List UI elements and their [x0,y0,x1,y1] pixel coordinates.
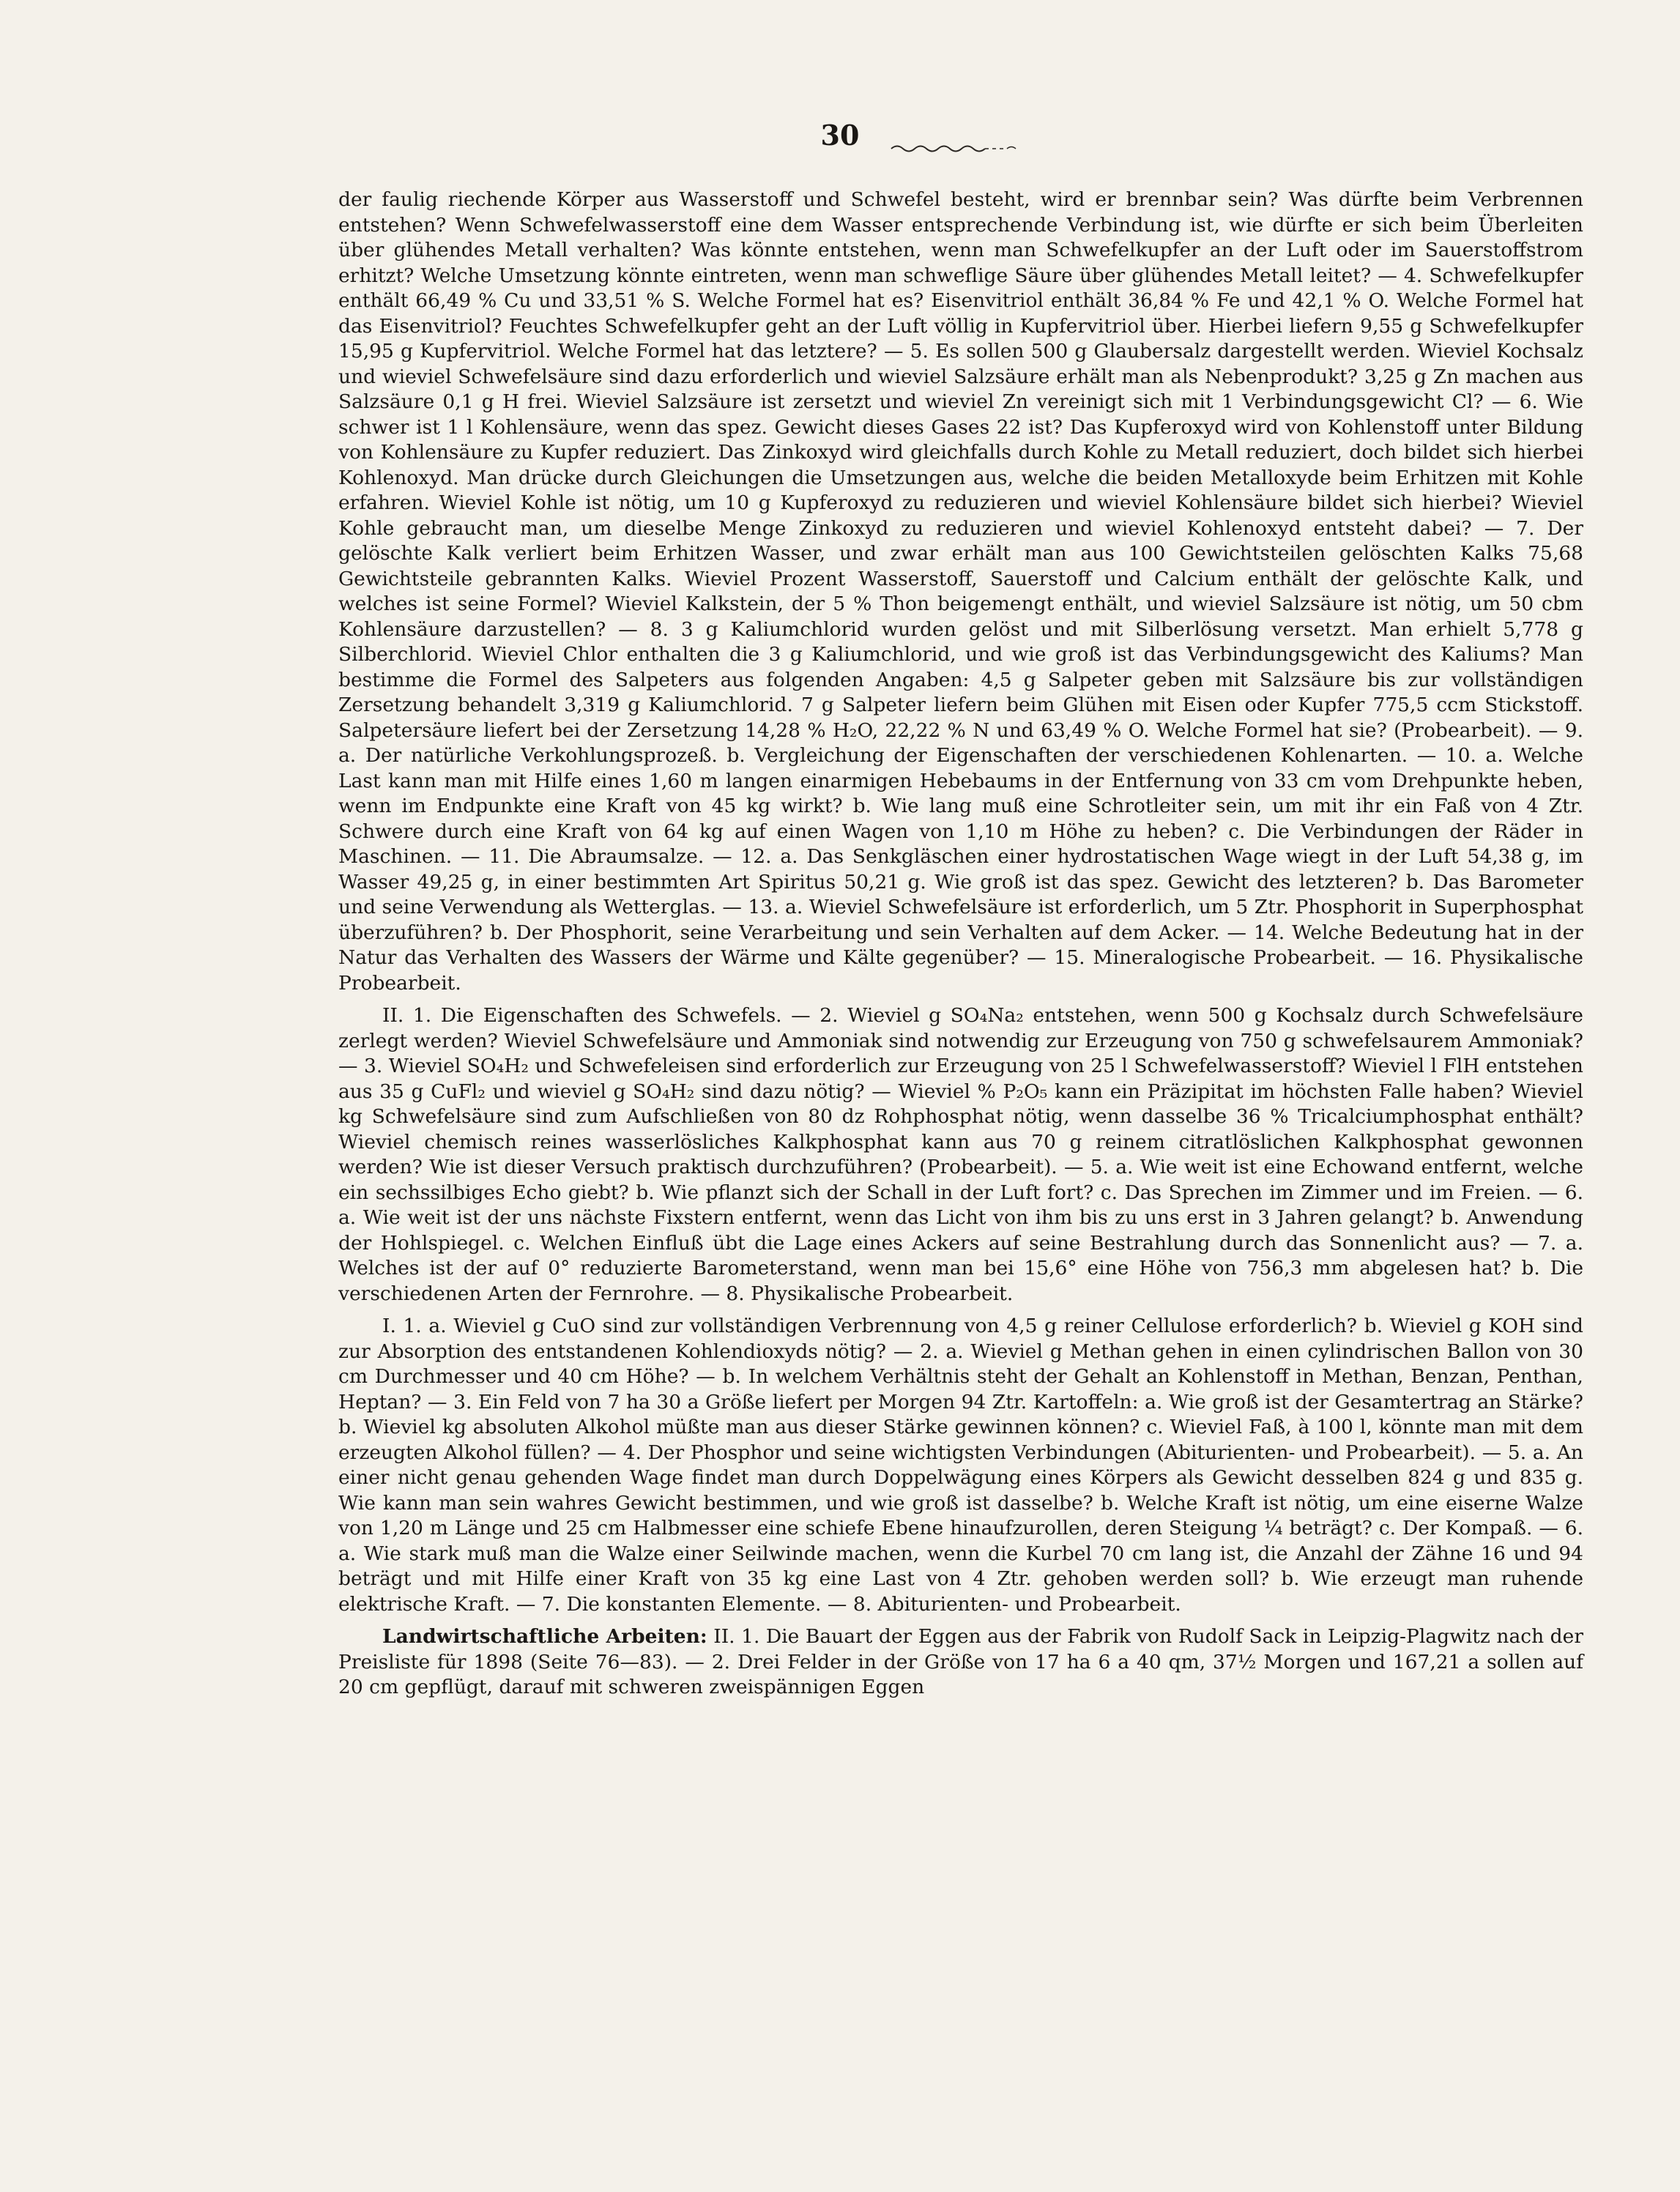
paragraph-section-ii [338,1003,1583,1307]
body-text [338,187,1583,1708]
paragraph-continued [338,187,1583,996]
paragraph-agricultural-work [338,1624,1583,1701]
decorative-rule [890,138,1036,160]
paragraph-text: II. 1. Die Eigenschaften des Schwefels. — 2. Wieviel g SO₄Na₂ entstehen, wenn 500 g Kochsalz durch Schwefelsäure zerlegt werden? Wieviel Schwefelsäure und Ammoniak sind notwendig zur Erzeugung von 750 g schwefelsaurem Ammoniak? — 3. Wieviel SO₄H₂ und Schwefeleisen sind erforderlich zur Erzeugung von 25 l Schwefelwasserstoff? Wieviel l FlH entstehen aus 35 g CuFl₂ und wieviel g SO₄H₂ sind dazu nötig? — Wieviel % P₂O₅ kann ein Präzipitat im höchsten Falle haben? Wieviel kg Schwefelsäure sind zum Aufschließen von 80 dz Rohphosphat nötig, wenn dasselbe 36 % Tricalciumphosphat enthält? Wieviel chemisch reines wasserlösliches Kalkphosphat kann aus 70 g reinem citratlöslichen Kalkphosphat gewonnen werden? Wie ist dieser Versuch praktisch durchzuführen? (Probearbeit). — 5. a. Wie weit ist eine Echowand entfernt, welche ein sechssilbiges Echo giebt? b. Wie pflanzt sich der Schall in der Luft fort? c. Das Sprechen im Zimmer und im Freien. — 6. a. Wie weit ist der uns nächste Fixstern entfernt, wenn das Licht von ihm bis zu uns erst in 3 Jahren gelangt? b. Anwendung der Hohlspiegel. c. Welchen Einfluß übt die Lage eines Ackers auf seine Bestrahlung durch das Sonnenlicht aus? — 7. a. Welches ist der auf 0° reduzierte Barometerstand, wenn man bei 15,6° eine Höhe von 756,3 mm abgelesen hat? b. Die verschiedenen Arten der Fernrohre. — 8. Physikalische Probearbeit. [338,1004,1583,1305]
section-heading: Landwirtschaftliche Arbeiten: [382,1625,707,1648]
paragraph-text: I. 1. a. Wieviel g CuO sind zur vollständigen Verbrennung von 4,5 g reiner Cellulose erforderlich? b. Wieviel g KOH sind zur Absorption des entstandenen Kohlendioxyds nötig? — 2. a. Wieviel g Methan gehen in einen cylindrischen Ballon von 30 cm Durchmesser und 40 cm Höhe? — b. In welchem Verhältnis steht der Gehalt an Kohlenstoff in Methan, Benzan, Penthan, Heptan? — 3. Ein Feld von 7 ha 30 a Größe liefert per Morgen 94 Ztr. Kartoffeln: a. Wie groß ist der Gesamtertrag an Stärke? b. Wieviel kg absoluten Alkohol müßte man aus dieser Stärke gewinnen können? c. Wieviel Faß, à 100 l, könnte man mit dem erzeugten Alkohol füllen? — 4. Der Phosphor und seine wichtigsten Verbindungen (Abiturienten- und Probearbeit). — 5. a. An einer nicht genau gehenden Wage findet man durch Doppelwägung eines Körpers als Gewicht desselben 824 g und 835 g. Wie kann man sein wahres Gewicht bestimmen, und wie groß ist dasselbe? b. Welche Kraft ist nötig, um eine eiserne Walze von 1,20 m Länge und 25 cm Halbmesser eine schiefe Ebene hinaufzurollen, deren Steigung ¼ beträgt? c. Der Kompaß. — 6. a. Wie stark muß man die Walze einer Seilwinde machen, wenn die Kurbel 70 cm lang ist, die Anzahl der Zähne 16 und 94 beträgt und mit Hilfe einer Kraft von 35 kg eine Last von 4 Ztr. gehoben werden soll? b. Wie erzeugt man ruhende elektrische Kraft. — 7. Die konstanten Elemente. — 8. Abiturienten- und Probearbeit. [338,1315,1583,1616]
page-number: 30 [820,119,860,152]
paragraph-text: der faulig riechende Körper aus Wasserstoff und Schwefel besteht, wird er brennbar sein? Was dürfte beim Verbrennen entstehen? Wenn Schwefelwasserstoff eine dem Wasser entsprechende Verbindung ist, wie dürfte er sich beim Überleiten über glühendes Metall verhalten? Was könnte entstehen, wenn man Schwefelkupfer an der Luft oder im Sauerstoffstrom erhitzt? Welche Umsetzung könnte eintreten, wenn man schweflige Säure über glühendes Metall leitet? — 4. Schwefelkupfer enthält 66,49 % Cu und 33,51 % S. Welche Formel hat es? Eisenvitriol enthält 36,84 % Fe und 42,1 % O. Welche Formel hat das Eisenvitriol? Feuchtes Schwefelkupfer geht an der Luft völlig in Kupfervitriol über. Hierbei liefern 9,55 g Schwefelkupfer 15,95 g Kupfervitriol. Welche Formel hat das letztere? — 5. Es sollen 500 g Glaubersalz dargestellt werden. Wieviel Kochsalz und wieviel Schwefelsäure sind dazu erforderlich und wieviel Salzsäure erhält man als Nebenprodukt? 3,25 g Zn machen aus Salzsäure 0,1 g H frei. Wieviel Salzsäure ist zersetzt und wieviel Zn vereinigt sich mit 1 Verbindungsgewicht Cl? — 6. Wie schwer ist 1 l Kohlensäure, wenn das spez. Gewicht dieses Gases 22 ist? Das Kupferoxyd wird von Kohlenstoff unter Bildung von Kohlensäure zu Kupfer reduziert. Das Zinkoxyd wird gleichfalls durch Kohle zu Metall reduziert, doch bildet sich hierbei Kohlenoxyd. Man drücke durch Gleichungen die Umsetzungen aus, welche die beiden Metalloxyde beim Erhitzen mit Kohle erfahren. Wieviel Kohle ist nötig, um 10 g Kupferoxyd zu reduzieren und wieviel Kohlensäure bildet sich hierbei? Wieviel Kohle gebraucht man, um dieselbe Menge Zinkoxyd zu reduzieren und wieviel Kohlenoxyd entsteht dabei? — 7. Der gelöschte Kalk verliert beim Erhitzen Wasser, und zwar erhält man aus 100 Gewichtsteilen gelöschten Kalks 75,68 Gewichtsteile gebrannten Kalks. Wieviel Prozent Wasserstoff, Sauerstoff und Calcium enthält der gelöschte Kalk, und welches ist seine Formel? Wieviel Kalkstein, der 5 % Thon beigemengt enthält, und wieviel Salzsäure ist nötig, um 50 cbm Kohlensäure darzustellen? — 8. 3 g Kaliumchlorid wurden gelöst und mit Silberlösung versetzt. Man erhielt 5,778 g Silberchlorid. Wieviel Chlor enthalten die 3 g Kaliumchlorid, und wie groß ist das Verbindungsgewicht des Kaliums? Man bestimme die Formel des Salpeters aus folgenden Angaben: 4,5 g Salpeter geben mit Salzsäure bis zur vollständigen Zersetzung behandelt 3,319 g Kaliumchlorid. 7 g Salpeter liefern beim Glühen mit Eisen oder Kupfer 775,5 ccm Stickstoff. Salpetersäure liefert bei der Zersetzung 14,28 % H₂O, 22,22 % N und 63,49 % O. Welche Formel hat sie? (Probearbeit). — 9. a. Der natürliche Verkohlungsprozeß. b. Vergleichung der Eigenschaften der verschiedenen Kohlenarten. — 10. a. Welche Last kann man mit Hilfe eines 1,60 m langen einarmigen Hebebaums in der Entfernung von 33 cm vom Drehpunkte heben, wenn im Endpunkte eine Kraft von 45 kg wirkt? b. Wie lang muß eine Schrotleiter sein, um mit ihr ein Faß von 4 Ztr. Schwere durch eine Kraft von 64 kg auf einen Wagen von 1,10 m Höhe zu heben? c. Die Verbindungen der Räder in Maschinen. — 11. Die Abraumsalze. — 12. a. Das Senkgläschen einer hydrostatischen Wage wiegt in der Luft 54,38 g, im Wasser 49,25 g, in einer bestimmten Art Spiritus 50,21 g. Wie groß ist das spez. Gewicht des letzteren? b. Das Barometer und seine Verwendung als Wetterglas. — 13. a. Wieviel Schwefelsäure ist erforderlich, um 5 Ztr. Phosphorit in Superphosphat überzuführen? b. Der Phosphorit, seine Verarbeitung und sein Verhalten auf dem Acker. — 14. Welche Bedeutung hat in der Natur das Verhalten des Wassers der Wärme und Kälte gegenüber? — 15. Mineralogische Probearbeit. — 16. Physikalische Probearbeit. [338,188,1583,995]
paragraph-text: II. 1. Die Bauart der Eggen aus der Fabrik von Rudolf Sack in Leipzig-Plagwitz nach der Preisliste für 1898 (Seite 76—83). — 2. Drei Felder in der Größe von 17 ha 6 a 40 qm, 37½ Morgen und 167,21 a sollen auf 20 cm gepflügt, darauf mit schweren zweispännigen Eggen [338,1625,1583,1698]
paragraph-section-i [338,1314,1583,1617]
